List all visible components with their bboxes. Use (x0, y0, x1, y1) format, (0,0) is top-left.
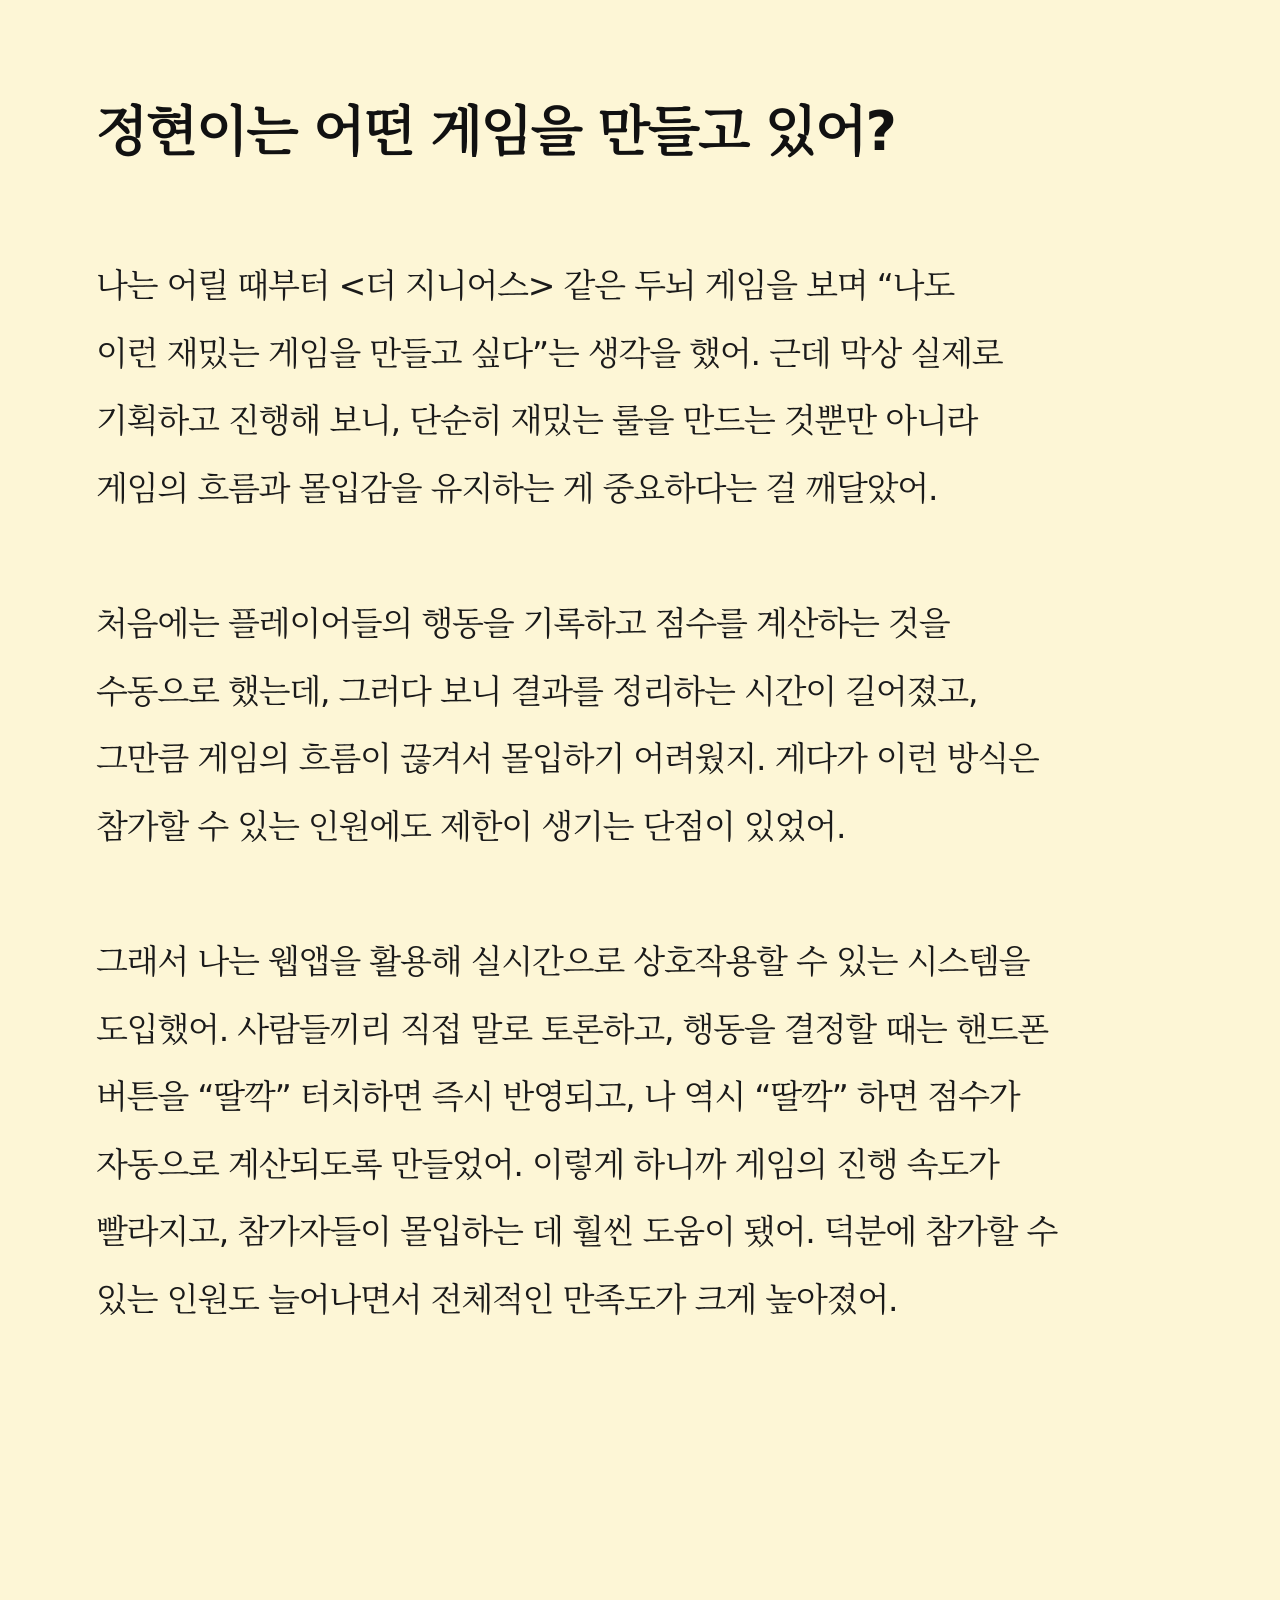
paragraph-line: 이런 재밌는 게임을 만들고 싶다”는 생각을 했어. 근데 막상 실제로 (96, 333, 1003, 373)
paragraph-1 (96, 252, 1280, 522)
page-title: 정현이는 어떤 게임을 만들고 있어? (96, 100, 895, 163)
paragraph-line: 있는 인원도 늘어나면서 전체적인 만족도가 크게 높아졌어. (96, 1279, 898, 1319)
paragraph-line: 그만큼 게임의 흐름이 끊겨서 몰입하기 어려웠지. 게다가 이런 방식은 (96, 739, 1039, 778)
paragraph-line: 참가할 수 있는 인원에도 제한이 생기는 단점이 있었어. (96, 806, 846, 846)
paragraph-line: 게임의 흐름과 몰입감을 유지하는 게 중요하다는 걸 깨달았어. (96, 468, 938, 508)
paragraph-2 (96, 590, 1280, 860)
paragraph-line: 처음에는 플레이어들의 행동을 기록하고 점수를 계산하는 것을 (96, 604, 950, 643)
paragraph-line: 수동으로 했는데, 그러다 보니 결과를 정리하는 시간이 길어졌고, (96, 671, 978, 711)
paragraph-3 (96, 928, 1280, 1333)
paragraph-line: 빨라지고, 참가자들이 몰입하는 데 훨씬 도움이 됐어. 덕분에 참가할 수 (96, 1212, 1058, 1251)
paragraph-line: 자동으로 계산되도록 만들었어. 이렇게 하니까 게임의 진행 속도가 (96, 1144, 999, 1184)
article-body (96, 252, 1280, 1333)
paragraph-line: 버튼을 “딸깍” 터치하면 즉시 반영되고, 나 역시 “딸깍” 하면 점수가 (96, 1077, 1020, 1116)
paragraph-line: 그래서 나는 웹앱을 활용해 실시간으로 상호작용할 수 있는 시스템을 (96, 942, 1030, 981)
paragraph-line: 나는 어릴 때부터 <더 지니어스> 같은 두뇌 게임을 보며 “나도 (96, 266, 954, 305)
paragraph-line: 기획하고 진행해 보니, 단순히 재밌는 룰을 만드는 것뿐만 아니라 (96, 401, 978, 440)
paragraph-line: 도입했어. 사람들끼리 직접 말로 토론하고, 행동을 결정할 때는 핸드폰 (96, 1009, 1048, 1049)
